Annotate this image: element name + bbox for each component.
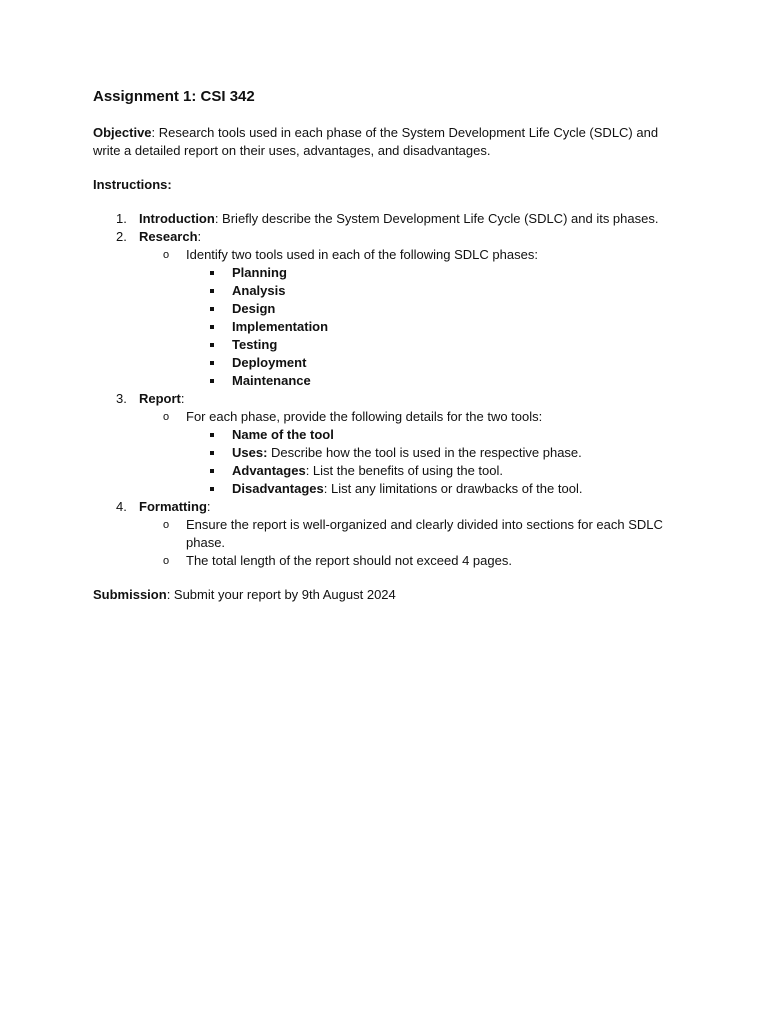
instruction-item-formatting [93, 498, 683, 570]
detail-list [186, 426, 683, 498]
square-bullet-icon [210, 487, 214, 491]
formatting-sub-item [139, 552, 683, 570]
instructions-heading [93, 176, 683, 194]
detail-label: Advantages [232, 463, 306, 478]
phase-item [186, 264, 683, 282]
phase-label: Testing [232, 337, 278, 352]
phase-item [186, 282, 683, 300]
square-bullet-icon [210, 433, 214, 437]
submission-label: Submission [93, 587, 167, 602]
item-text: : [197, 229, 202, 244]
phase-item [186, 336, 683, 354]
phase-list [186, 264, 683, 390]
sub-item-text: The total length of the report should not exceed 4 pages. [186, 553, 512, 568]
document-title: Assignment 1: CSI 342 [93, 88, 255, 105]
item-label: Formatting [139, 499, 207, 514]
detail-text: Describe how the tool is used in the respective phase. [267, 445, 582, 460]
detail-item [186, 444, 683, 462]
square-bullet-icon [210, 325, 214, 329]
instructions-heading-text: Instructions: [93, 177, 172, 192]
formatting-sub-item [139, 516, 683, 552]
phase-item [186, 318, 683, 336]
square-bullet-icon [210, 271, 214, 275]
instruction-item-research [93, 228, 683, 390]
detail-label: Uses: [232, 445, 268, 460]
detail-label: Disadvantages [232, 481, 324, 496]
detail-text: : List any limitations or drawbacks of the tool. [323, 481, 583, 496]
sub-item-text: Identify two tools used in each of the following SDLC phases: [186, 247, 538, 262]
phase-label: Maintenance [232, 373, 311, 388]
square-bullet-icon [210, 379, 214, 383]
phase-label: Analysis [232, 283, 286, 298]
square-bullet-icon [210, 343, 214, 347]
item-text: : Briefly describe the System Development Life Cycle (SDLC) and its phases. [214, 211, 659, 226]
item-text: : [206, 499, 211, 514]
detail-item [186, 480, 683, 498]
item-number: 3. [116, 391, 127, 406]
report-sub-item [139, 408, 683, 498]
circle-bullet-icon: o [163, 519, 170, 531]
item-text: : [180, 391, 185, 406]
circle-bullet-icon: o [163, 249, 170, 261]
sub-item-text: For each phase, provide the following details for the two tools: [186, 409, 543, 424]
item-number: 1. [116, 211, 127, 226]
report-sub-list [139, 408, 683, 498]
circle-bullet-icon: o [163, 555, 170, 567]
square-bullet-icon [210, 451, 214, 455]
detail-item [186, 426, 683, 444]
sub-item-text: Ensure the report is well-organized and clearly divided into sections for each SDLC phase. [186, 517, 663, 550]
submission-text: : Submit your report by 9th August 2024 [166, 587, 396, 602]
detail-item [186, 462, 683, 480]
square-bullet-icon [210, 469, 214, 473]
item-number: 4. [116, 499, 127, 514]
instruction-item-report [93, 390, 683, 498]
instructions-list [93, 210, 683, 570]
square-bullet-icon [210, 361, 214, 365]
objective-label: Objective [93, 125, 152, 140]
square-bullet-icon [210, 289, 214, 293]
item-number: 2. [116, 229, 127, 244]
document-page [93, 86, 683, 604]
objective-text: : Research tools used in each phase of the System Development Life Cycle (SDLC) and write a detailed report on their uses, advantages, and disadvantages. [93, 125, 659, 158]
item-label: Report [139, 391, 181, 406]
phase-label: Planning [232, 265, 287, 280]
item-label: Introduction [139, 211, 215, 226]
phase-label: Deployment [232, 355, 307, 370]
research-sub-item [139, 246, 683, 390]
submission-paragraph [93, 586, 683, 604]
phase-item [186, 372, 683, 390]
detail-label: Name of the tool [232, 427, 334, 442]
item-label: Research [139, 229, 198, 244]
phase-label: Design [232, 301, 276, 316]
research-sub-list [139, 246, 683, 390]
phase-item [186, 300, 683, 318]
phase-label: Implementation [232, 319, 329, 334]
objective-paragraph [93, 124, 683, 160]
instruction-item-introduction [93, 210, 683, 228]
formatting-sub-list [139, 516, 683, 570]
square-bullet-icon [210, 307, 214, 311]
phase-item [186, 354, 683, 372]
circle-bullet-icon: o [163, 411, 170, 423]
detail-text: : List the benefits of using the tool. [305, 463, 503, 478]
